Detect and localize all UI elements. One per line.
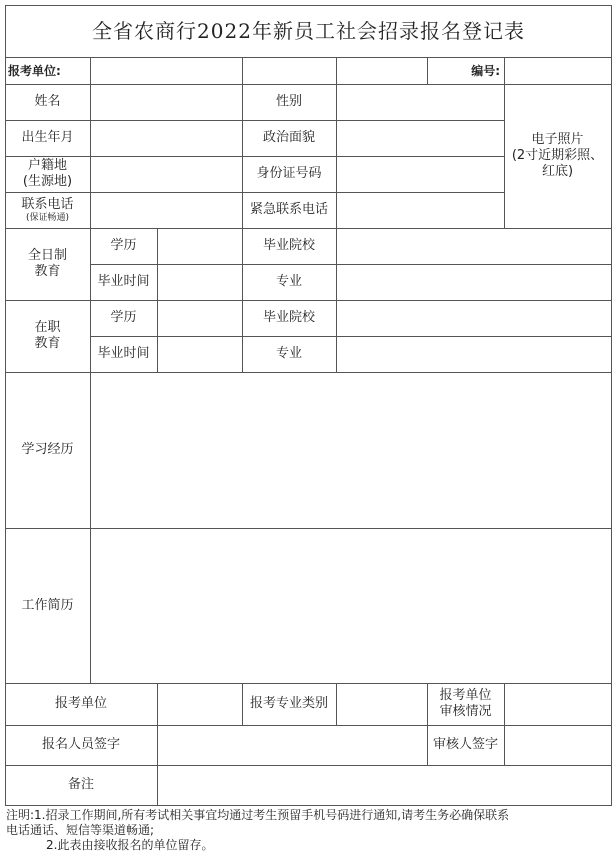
rule [5,528,612,529]
photo-placeholder [504,120,611,192]
fulltime-major-label: 专业 [275,274,302,289]
unit-review-label [427,683,504,725]
applicant-signature-label: 报名人员签字 [41,737,120,752]
inservice-line1: 在职 [34,320,61,335]
birth-label: 出生年月 [21,130,74,145]
note-line3: 2.此表由接收报名的单位留存。 [46,838,214,852]
rule [336,57,337,228]
rule [5,372,612,373]
phone-sub-text: (保证畅通) [25,213,70,223]
rule [336,228,337,372]
inservice-degree-label: 学历 [110,310,137,325]
review-line2: 审核情况 [439,704,492,719]
inservice-education-label [5,300,90,372]
fulltime-education-label [5,228,90,300]
number-label: 编号: [471,63,500,78]
work-history-label: 工作简历 [21,597,74,613]
name-label: 姓名 [34,94,61,109]
hukou-sub-text: (生源地) [22,174,73,189]
rule [90,264,612,265]
notes [6,808,610,853]
inservice-grad-time-label: 毕业时间 [97,346,150,361]
id-number-label: 身份证号码 [256,166,322,181]
fulltime-line1: 全日制 [27,248,67,263]
rule [336,683,337,725]
rule [157,228,158,372]
apply-unit-header-label: 报考单位: [8,63,61,78]
phone-label [5,192,90,228]
political-status-label: 政治面貌 [262,130,315,145]
photo-line3: 红底) [541,164,574,179]
inservice-line2: 教育 [34,336,61,351]
gender-label: 性别 [275,94,302,109]
fulltime-line2: 教育 [34,264,61,279]
inservice-major-label: 专业 [275,346,302,361]
emergency-phone-label: 紧急联系电话 [249,202,328,217]
phone-text: 联系电话 [21,197,74,212]
rule [5,57,612,58]
photo-line1: 电子照片 [531,132,584,147]
hukou-text: 户籍地 [27,158,67,173]
rule [157,683,158,805]
reviewer-signature-label: 审核人签字 [432,737,498,752]
rule [90,336,612,337]
fulltime-degree-label: 学历 [110,238,137,253]
photo-line2: (2寸近期彩照、 [511,148,604,163]
note-line2: 电话通话、短信等渠道畅通; [6,823,155,837]
hukou-label [5,156,90,192]
study-history-label: 学习经历 [21,442,74,457]
rule [504,683,505,765]
fulltime-grad-time-label: 毕业时间 [97,274,150,289]
remarks-label: 备注 [67,777,94,792]
fulltime-school-label: 毕业院校 [262,238,315,253]
rule [611,5,612,805]
note-line1: 注明:1.招录工作期间,所有考试相关事宜均通过考生预留手机号码进行通知,请考生务必确保联系 [6,808,510,822]
form-title: 全省农商行2022年新员工社会招录报名登记表 [92,19,525,43]
apply-unit-label: 报考单位 [54,696,107,711]
inservice-school-label: 毕业院校 [262,310,315,325]
rule [5,805,612,806]
review-line1: 报考单位 [439,688,492,703]
apply-category-label: 报考专业类别 [249,696,328,711]
